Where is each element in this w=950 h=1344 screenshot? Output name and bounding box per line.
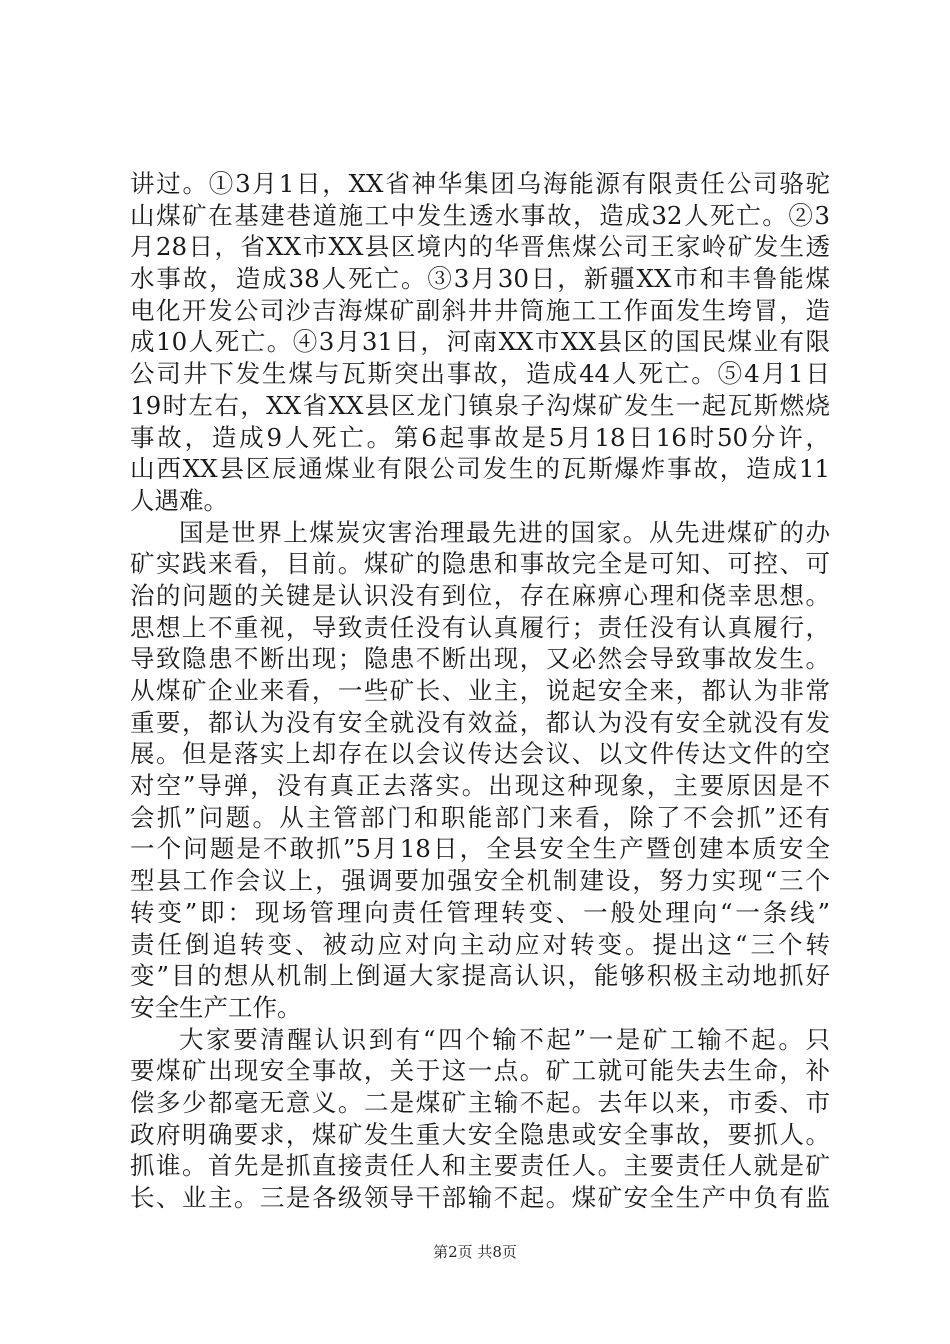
text-line: 一个问题是不敢抓”5月18日，全县安全生产暨创建本质安全 bbox=[130, 834, 830, 864]
text-line: 政府明确要求，煤矿发生重大安全隐患或安全事故，要抓人。 bbox=[130, 1119, 830, 1149]
body-text bbox=[130, 168, 830, 1214]
page-number-footer: 第2页 共8页 bbox=[433, 1243, 517, 1261]
text-line: 思想上不重视，导致责任没有认真履行；责任没有认真履行， bbox=[130, 612, 830, 642]
text-line: 水事故，造成38人死亡。③3月30日，新疆XX市和丰鲁能煤 bbox=[130, 264, 830, 294]
text-line: 公司井下发生煤与瓦斯突出事故，造成44人死亡。⑤4月1日 bbox=[130, 359, 830, 389]
text-line: 从煤矿企业来看，一些矿长、业主，说起安全来，都认为非常 bbox=[130, 676, 830, 705]
text-line: 19时左右，XX省XX县区龙门镇泉子沟煤矿发生一起瓦斯燃烧 bbox=[130, 390, 830, 420]
text-line: 型县工作会议上，强调要加强安全机制建设，努力实现“三个 bbox=[130, 866, 830, 896]
text-line: 要煤矿出现安全事故，关于这一点。矿工就可能失去生命，补 bbox=[130, 1056, 830, 1086]
text-line: 大家要清醒认识到有“四个输不起”一是矿工输不起。只 bbox=[179, 1024, 830, 1054]
text-line: 变”目的想从机制上倒逼大家提高认识，能够积极主动地抓好 bbox=[130, 961, 830, 991]
text-line: 偿多少都毫无意义。二是煤矿主输不起。去年以来，市委、市 bbox=[130, 1087, 830, 1117]
text-line: 对空”导弹，没有真正去落实。出现这种现象，主要原因是不 bbox=[130, 771, 830, 801]
text-line: 电化开发公司沙吉海煤矿副斜井井筒施工工作面发生垮冒，造 bbox=[130, 295, 830, 325]
text-line: 重要，都认为没有安全就没有效益，都认为没有安全就没有发 bbox=[130, 707, 830, 737]
text-line: 成10人死亡。④3月31日，河南XX市XX县区的国民煤业有限 bbox=[130, 327, 830, 357]
text-line: 长、业主。三是各级领导干部输不起。煤矿安全生产中负有监 bbox=[130, 1183, 830, 1212]
text-line: 月28日，省XX市XX县区境内的华晋焦煤公司王家岭矿发生透 bbox=[130, 232, 830, 262]
text-line: 国是世界上煤炭灾害治理最先进的国家。从先进煤矿的办 bbox=[179, 517, 830, 547]
text-line: 矿实践来看，目前。煤矿的隐患和事故完全是可知、可控、可 bbox=[130, 549, 830, 579]
text-line: 责任倒追转变、被动应对向主动应对转变。提出这“三个转 bbox=[130, 929, 830, 959]
text-line: 抓谁。首先是抓直接责任人和主要责任人。主要责任人就是矿 bbox=[130, 1151, 830, 1181]
text-line: 讲过。①3月1日，XX省神华集团乌海能源有限责任公司骆驼 bbox=[130, 169, 830, 198]
text-line: 展。但是落实上却存在以会议传达会议、以文件传达文件的空 bbox=[130, 739, 830, 769]
text-line: 会抓”问题。从主管部门和职能部门来看，除了不会抓”还有 bbox=[130, 802, 830, 832]
text-line: 人遇难。 bbox=[130, 485, 228, 515]
text-line: 安全生产工作。 bbox=[130, 992, 302, 1022]
text-line: 转变”即：现场管理向责任管理转变、一般处理向“一条线” bbox=[130, 897, 830, 927]
text-line: 山煤矿在基建巷道施工中发生透水事故，造成32人死亡。②3 bbox=[130, 200, 830, 230]
text-line: 山西XX县区辰通煤业有限公司发生的瓦斯爆炸事故，造成11 bbox=[130, 454, 830, 484]
text-line: 导致隐患不断出现；隐患不断出现，又必然会导致事故发生。 bbox=[130, 644, 830, 674]
text-line: 事故，造成9人死亡。第6起事故是5月18日16时50分许， bbox=[130, 422, 830, 452]
text-line: 治的问题的关键是认识没有到位，存在麻痹心理和侥幸思想。 bbox=[130, 580, 830, 610]
